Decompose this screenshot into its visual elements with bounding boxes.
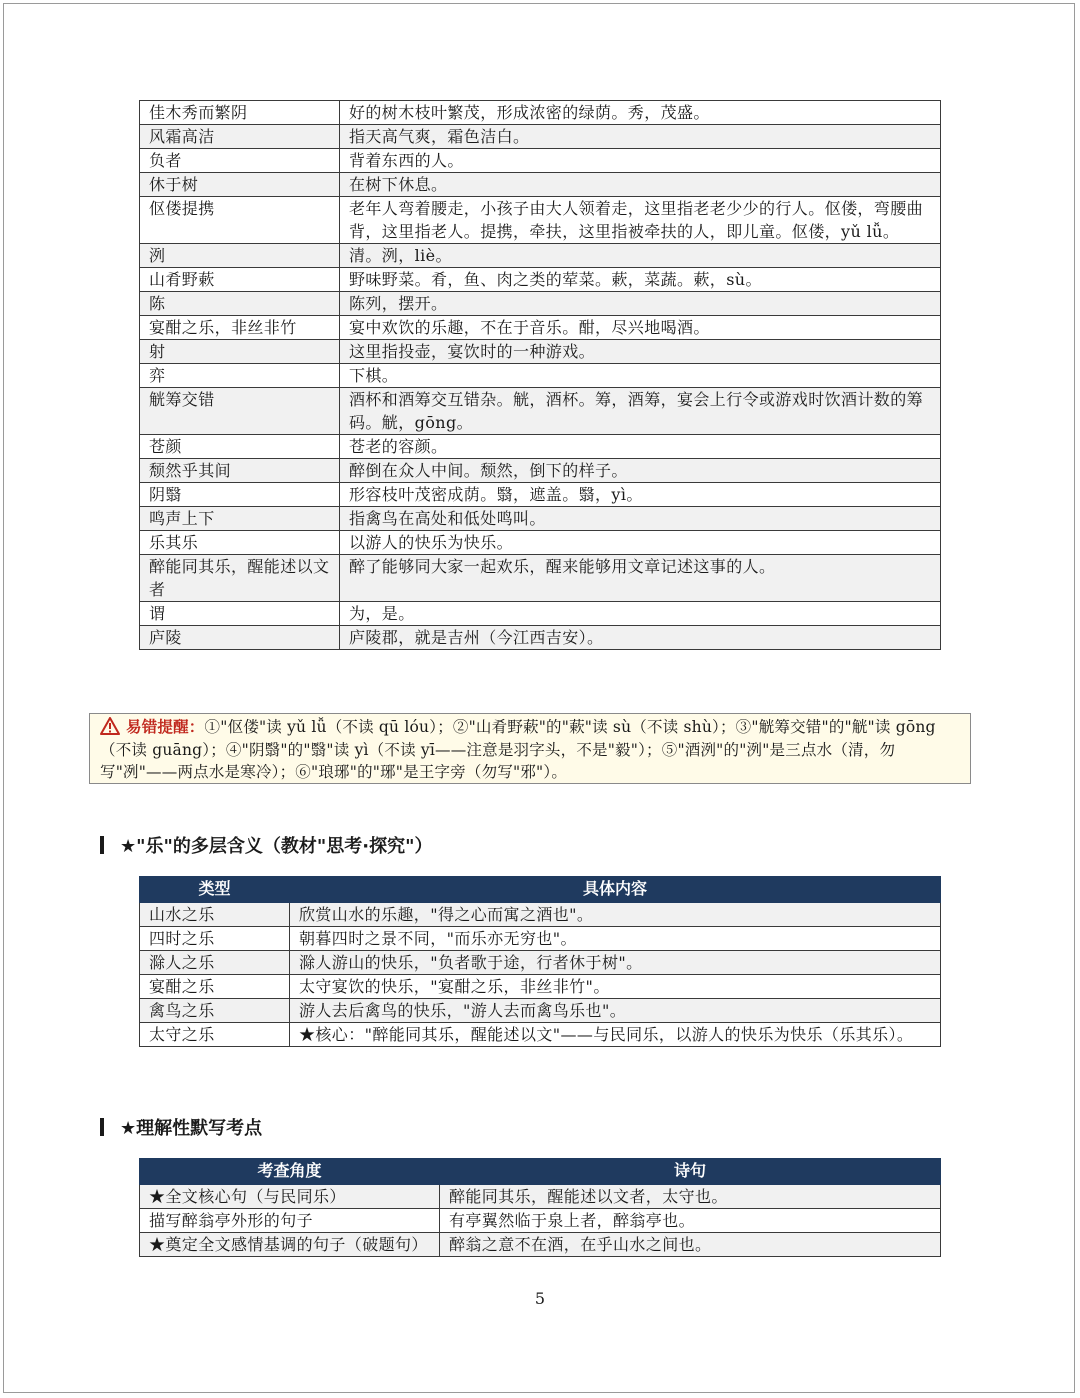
- term-cell: 佳木秀而繁阴: [140, 101, 340, 125]
- definition-cell: 清。洌，liè。: [340, 244, 941, 268]
- term-cell: 山肴野蔌: [140, 268, 340, 292]
- definition-cell: 酒杯和酒筹交互错杂。觥，酒杯。筹，酒筹，宴会上行令或游戏时饮酒计数的筹码。觥，gōng。: [340, 388, 941, 435]
- term-cell: 醉能同其乐，醒能述以文者: [140, 555, 340, 602]
- definition-cell: 游人去后禽鸟的快乐，"游人去而禽鸟乐也"。: [290, 999, 941, 1023]
- warning-label: 易错提醒：: [126, 718, 205, 736]
- table-row: [140, 197, 941, 244]
- term-cell: 滁人之乐: [140, 951, 290, 975]
- table-row: [140, 1023, 941, 1047]
- table-row: [140, 927, 941, 951]
- definition-cell: 野味野菜。肴，鱼、肉之类的荤菜。蔌，菜蔬。蔌，sù。: [340, 268, 941, 292]
- table-row: [140, 1184, 941, 1209]
- meanings-table: [139, 876, 941, 1047]
- term-cell: 休于树: [140, 173, 340, 197]
- term-cell: 伛偻提携: [140, 197, 340, 244]
- definition-cell: ★核心："醉能同其乐，醒能述以文"——与民同乐，以游人的快乐为快乐（乐其乐）。: [290, 1023, 941, 1047]
- definition-cell: 在树下休息。: [340, 173, 941, 197]
- table-row: [140, 459, 941, 483]
- term-cell: 颓然乎其间: [140, 459, 340, 483]
- definition-cell: 陈列，摆开。: [340, 292, 941, 316]
- table-row: [140, 316, 941, 340]
- heading-bar: [100, 1118, 104, 1136]
- term-cell: 太守之乐: [140, 1023, 290, 1047]
- table-row: [140, 602, 941, 626]
- definition-cell: 醉倒在众人中间。颓然，倒下的样子。: [340, 459, 941, 483]
- definition-cell: 这里指投壶，宴饮时的一种游戏。: [340, 340, 941, 364]
- term-cell: 阴翳: [140, 483, 340, 507]
- table-row: [140, 555, 941, 602]
- definition-cell: 以游人的快乐为快乐。: [340, 531, 941, 555]
- definition-cell: 醉了能够同大家一起欢乐，醒来能够用文章记述这事的人。: [340, 555, 941, 602]
- definition-cell: 太守宴饮的快乐，"宴酣之乐，非丝非竹"。: [290, 975, 941, 999]
- table-row: [140, 902, 941, 927]
- definition-cell: 下棋。: [340, 364, 941, 388]
- definition-cell: 宴中欢饮的乐趣，不在于音乐。酣，尽兴地喝酒。: [340, 316, 941, 340]
- table-row: [140, 1209, 941, 1233]
- definition-cell: 朝暮四时之景不同，"而乐亦无穷也"。: [290, 927, 941, 951]
- dictation-table: [139, 1158, 941, 1257]
- table-row: [140, 244, 941, 268]
- column-header: 诗句: [440, 1159, 941, 1185]
- table-row: [140, 340, 941, 364]
- definition-cell: 形容枝叶茂密成荫。翳，遮盖。翳，yì。: [340, 483, 941, 507]
- definition-cell: 老年人弯着腰走，小孩子由大人领着走，这里指老老少少的行人。伛偻，弯腰曲背，这里指老人。提携，牵扶，这里指被牵扶的人，即儿童。伛偻，yǔ lǚ。: [340, 197, 941, 244]
- section-heading-dictation: [100, 1114, 262, 1140]
- warning-box: [89, 713, 971, 784]
- table-row: [140, 999, 941, 1023]
- table-row: [140, 531, 941, 555]
- term-cell: 弈: [140, 364, 340, 388]
- section-heading-meanings: [100, 832, 433, 858]
- definition-cell: 庐陵郡，就是吉州（今江西吉安）。: [340, 626, 941, 650]
- column-header: 具体内容: [290, 877, 941, 903]
- term-cell: 风霜高洁: [140, 125, 340, 149]
- term-cell: 四时之乐: [140, 927, 290, 951]
- table-row: [140, 975, 941, 999]
- table-row: [140, 507, 941, 531]
- column-header: 类型: [140, 877, 290, 903]
- heading-bar: [100, 836, 104, 854]
- definition-cell: 背着东西的人。: [340, 149, 941, 173]
- definition-cell: 醉能同其乐，醒能述以文者，太守也。: [440, 1184, 941, 1209]
- warning-text: ①"伛偻"读 yǔ lǚ（不读 qū lóu）；②"山肴野蔌"的"蔌"读 sù（不读 shù）；③"觥筹交错"的"觥"读 gōng（不读 guāng）；④"阴翳"的"翳"读 yì（不读 yī——注意是羽字头，不是"毅"）；⑤"酒洌"的"洌"是三点水（清，勿写"冽"——两点水是寒冷）；⑥"琅琊"的"琊"是王字旁（勿写"邪"）。: [100, 718, 936, 781]
- definition-cell: 苍老的容颜。: [340, 435, 941, 459]
- definition-cell: 滁人游山的快乐，"负者歌于途，行者休于树"。: [290, 951, 941, 975]
- term-cell: 觥筹交错: [140, 388, 340, 435]
- column-header: 考查角度: [140, 1159, 440, 1185]
- term-cell: 禽鸟之乐: [140, 999, 290, 1023]
- term-cell: 射: [140, 340, 340, 364]
- term-cell: 山水之乐: [140, 902, 290, 927]
- table-row: [140, 268, 941, 292]
- table-row: [140, 626, 941, 650]
- page-number: 5: [534, 1289, 546, 1308]
- table-row: [140, 149, 941, 173]
- table-row: [140, 364, 941, 388]
- term-cell: 谓: [140, 602, 340, 626]
- definition-cell: 欣赏山水的乐趣，"得之心而寓之酒也"。: [290, 902, 941, 927]
- definition-cell: 醉翁之意不在酒，在乎山水之间也。: [440, 1233, 941, 1257]
- table-row: [140, 388, 941, 435]
- definition-cell: 指天高气爽，霜色洁白。: [340, 125, 941, 149]
- section-title: ★理解性默写考点: [120, 1118, 263, 1139]
- term-cell: 宴酣之乐，非丝非竹: [140, 316, 340, 340]
- table-row: [140, 125, 941, 149]
- table-row: [140, 101, 941, 125]
- table-row: [140, 173, 941, 197]
- term-cell: 鸣声上下: [140, 507, 340, 531]
- vocabulary-table: [139, 100, 941, 650]
- table-row: [140, 292, 941, 316]
- term-cell: ★全文核心句（与民同乐）: [140, 1184, 440, 1209]
- term-cell: 宴酣之乐: [140, 975, 290, 999]
- table-row: [140, 951, 941, 975]
- table-row: [140, 435, 941, 459]
- definition-cell: 好的树木枝叶繁茂，形成浓密的绿荫。秀，茂盛。: [340, 101, 941, 125]
- term-cell: 庐陵: [140, 626, 340, 650]
- term-cell: 陈: [140, 292, 340, 316]
- warning-icon: [100, 717, 120, 735]
- term-cell: 苍颜: [140, 435, 340, 459]
- definition-cell: 有亭翼然临于泉上者，醉翁亭也。: [440, 1209, 941, 1233]
- definition-cell: 为，是。: [340, 602, 941, 626]
- table-row: [140, 483, 941, 507]
- term-cell: 负者: [140, 149, 340, 173]
- term-cell: 乐其乐: [140, 531, 340, 555]
- term-cell: 描写醉翁亭外形的句子: [140, 1209, 440, 1233]
- table-row: [140, 1233, 941, 1257]
- definition-cell: 指禽鸟在高处和低处鸣叫。: [340, 507, 941, 531]
- term-cell: ★奠定全文感情基调的句子（破题句）: [140, 1233, 440, 1257]
- section-title: ★"乐"的多层含义（教材"思考·探究"）: [120, 836, 433, 857]
- term-cell: 洌: [140, 244, 340, 268]
